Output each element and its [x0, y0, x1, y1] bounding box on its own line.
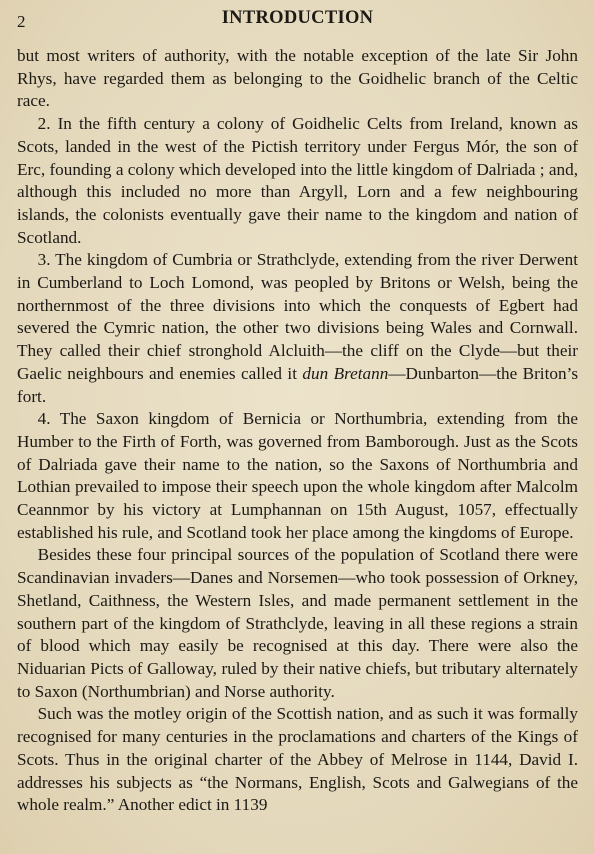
page-header — [17, 8, 578, 40]
book-page — [17, 8, 578, 817]
body-text — [17, 45, 578, 817]
paragraph-scandinavian: Besides these four principal sources of the population of Scotland there were Scandinavian invaders—Danes and Norsemen—who took possession of Orkney, Shetland, Caithness, the Western Isles, and made permanent settlement in the southern part of the kingdom of Strathclyde, leaving in all these regions a strain of blood which may easily be recognised at this day. There were also the Niduarian Picts of Galloway, ruled by their native chiefs, but tributary alternately to Saxon (Northumbrian) and Norse authority. — [17, 545, 578, 701]
italic-dun-bretann: dun Bretann — [302, 363, 389, 383]
paragraph-cumbria-text-before: 3. The kingdom of Cumbria or Strathclyde, extending from the river Derwent in Cumberland to Loch Lomond, was peopled by Britons or Welsh, being the northernmost of the three divisions into which the conquests of Egbert had severed the Cymric nation, the other two divisions being Wales and Cornwall. They called their chief stronghold Alcluith—the cliff on the Clyde—but their Gaelic neighbours and enemies called it — [17, 250, 578, 383]
running-title: INTRODUCTION — [221, 8, 374, 28]
paragraph-motley-origin: Such was the motley origin of the Scottish nation, and as such it was formally recognised for many centuries in the proclamations and charters of the Kings of Scots. Thus in the original charter of the Abbey of Melrose in 1144, David I. addresses his subjects as “the Normans, English, Scots and Galwegians of the whole realm.” Another edict in 1139 — [17, 704, 578, 815]
paragraph-scots: 2. In the fifth century a colony of Goidhelic Celts from Ireland, known as Scots, landed in the west of the Pictish territory under Fergus Mór, the son of Erc, founding a colony which developed into the little kingdom of Dalriada ; and, although this included no more than Argyll, Lorn and a few neighbouring islands, the colonists eventually gave their name to the kingdom and nation of Scotland. — [17, 114, 578, 247]
paragraph-northumbria: 4. The Saxon kingdom of Bernicia or Northumbria, extending from the Humber to the Firth of Forth, was governed from Bamborough. Just as the Scots of Dalriada gave their name to the nation, so the Saxons of Northumbria and Lothian prevailed to impose their speech upon the whole kingdom after Malcolm Ceannmor by his victory at Lumphannan on 15th August, 1057, effectually established his rule, and Scotland took her place among the kingdoms of Europe. — [17, 409, 578, 542]
paragraph-cumbria-text-after: —Dunbarton—the Briton’s fort. — [17, 363, 579, 406]
paragraph-cumbria — [17, 249, 578, 408]
page-number: 2 — [17, 12, 26, 31]
paragraph-continuation: but most writers of authority, with the notable exception of the late Sir John Rhys, have regarded them as belonging to the Goidhelic branch of the Celtic race. — [17, 46, 578, 111]
